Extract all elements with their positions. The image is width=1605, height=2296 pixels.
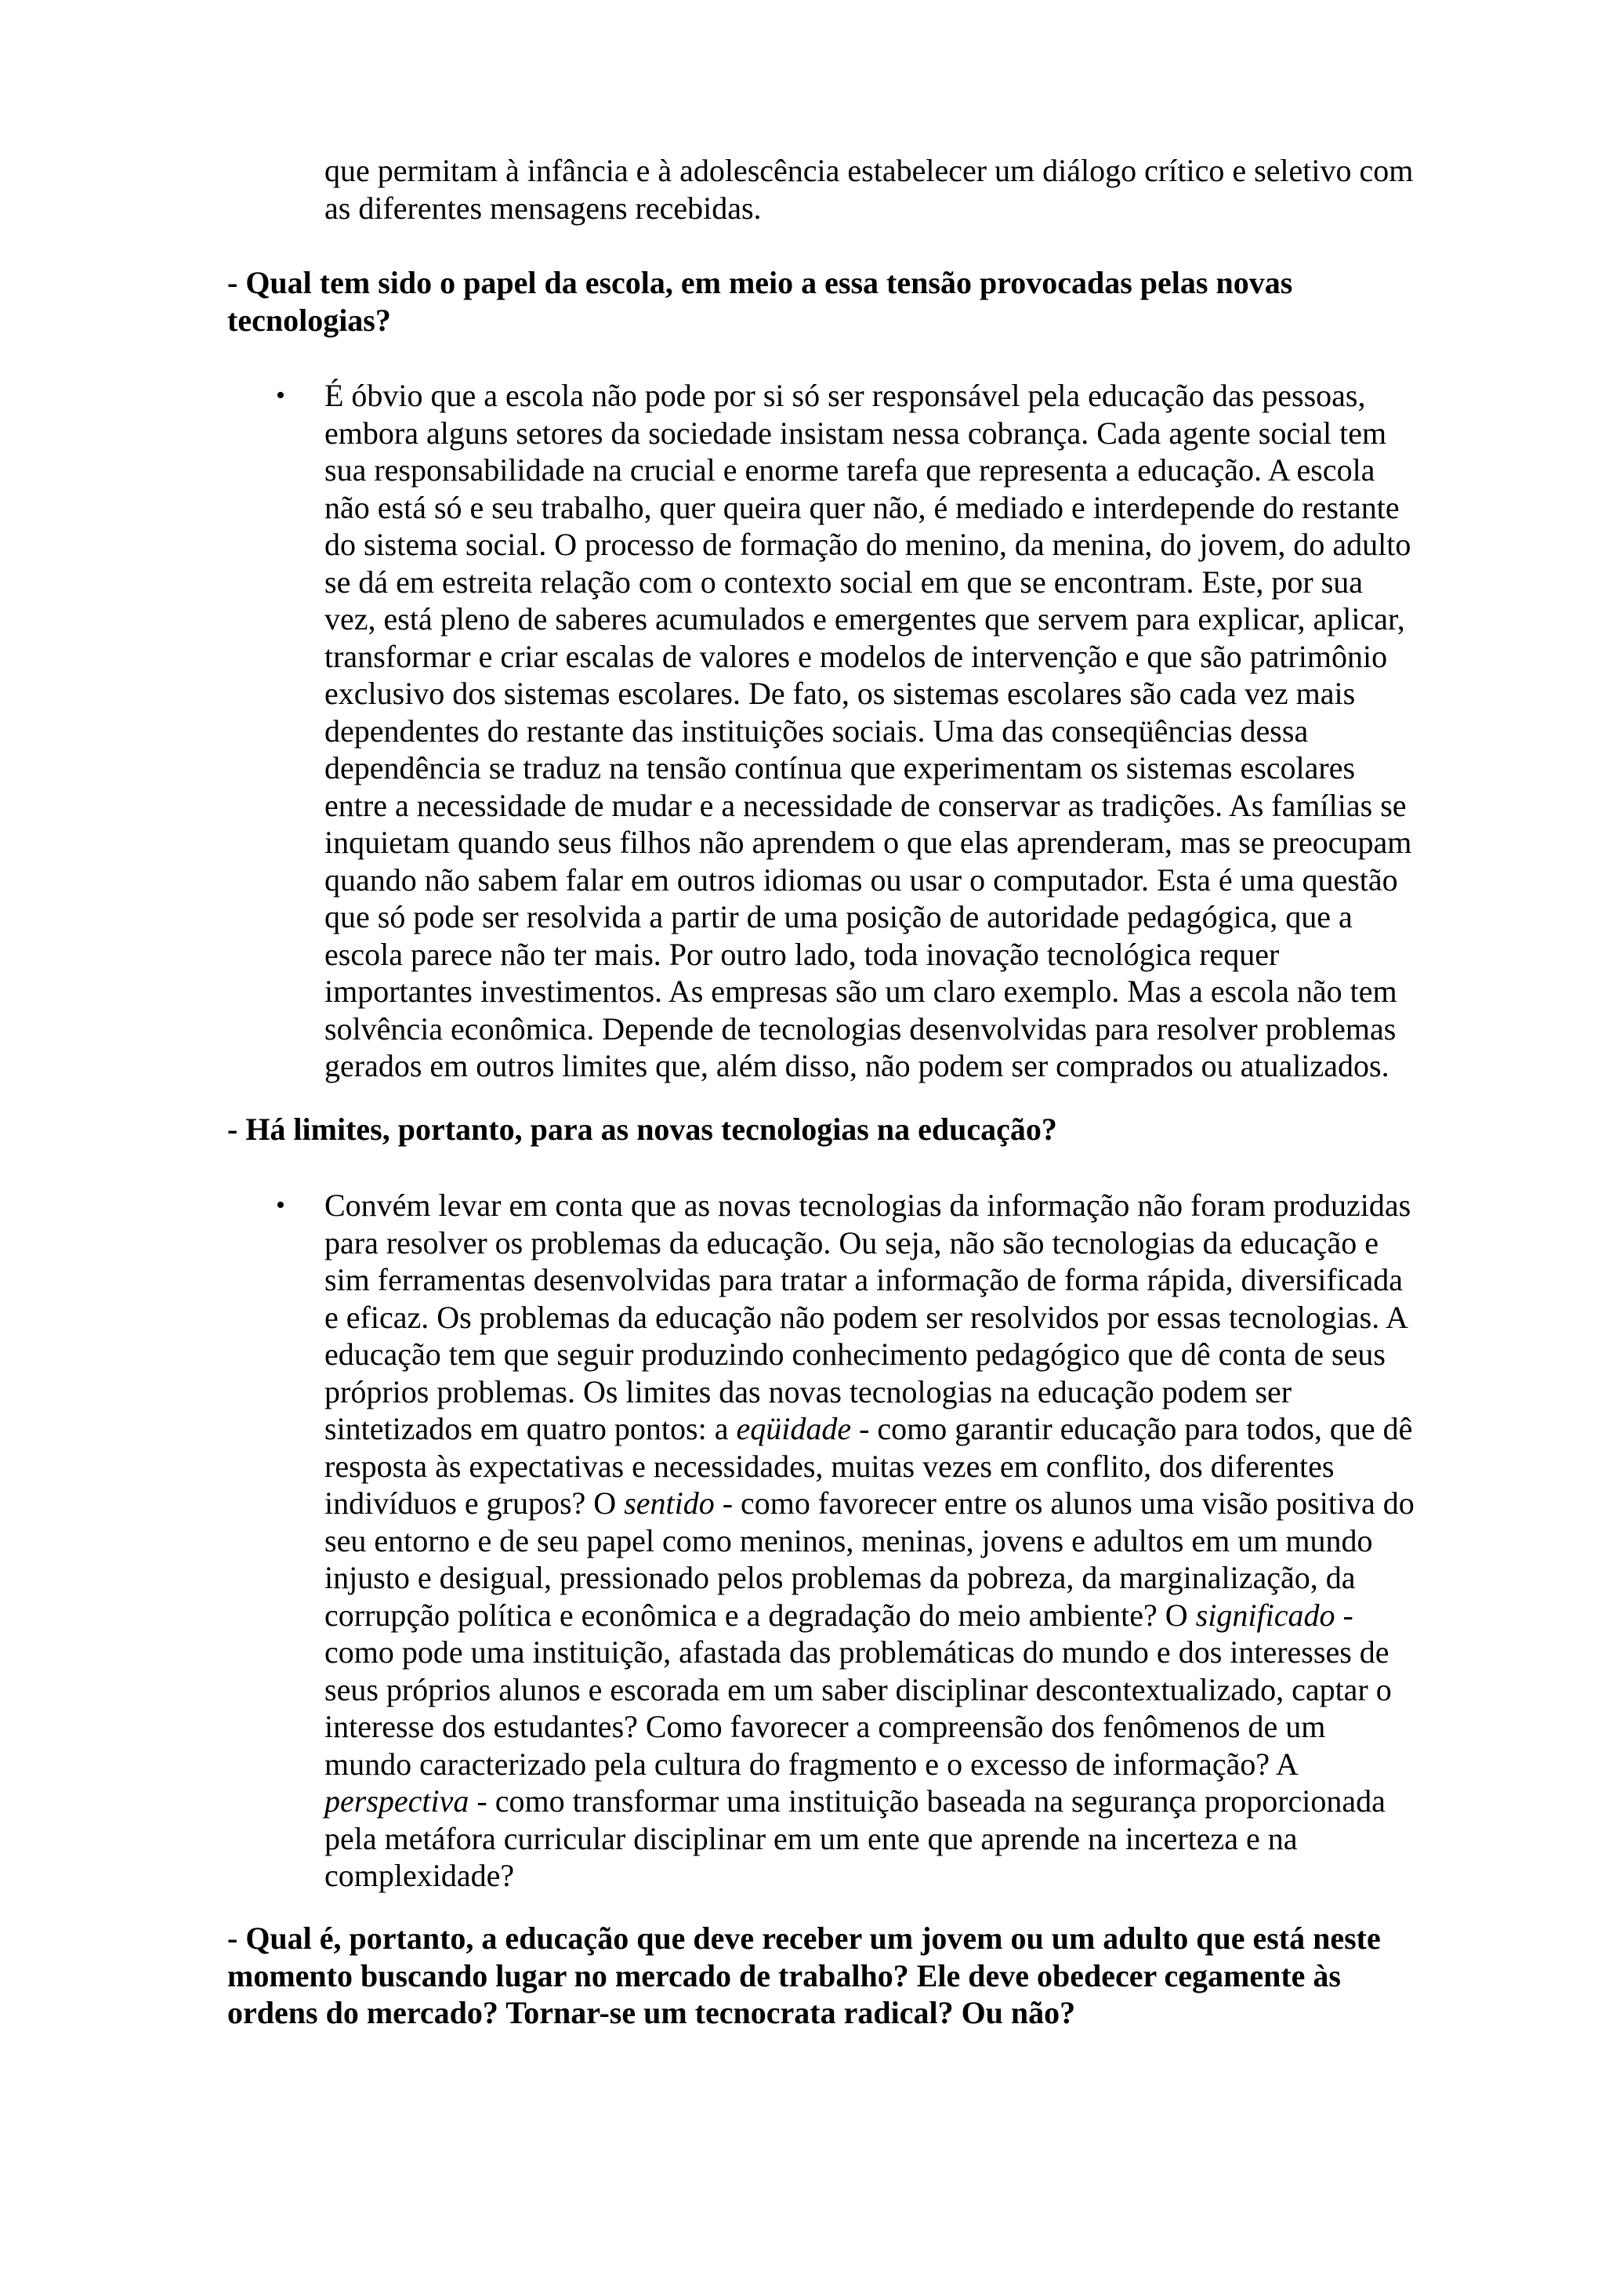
text-line: do sistema social. O processo de formação do menino, da menina, do jovem, do adulto — [324, 527, 1411, 562]
text-line: que permitam à infância e à adolescência estabelecer um diálogo crítico e seletivo com — [324, 153, 1414, 188]
text-line: as diferentes mensagens recebidas. — [324, 190, 762, 226]
text-segment: - — [1335, 1597, 1353, 1633]
text-line: sua responsabilidade na crucial e enorme tarefa que representa a educação. A escola — [324, 452, 1375, 488]
text-line: seus próprios alunos e escorada em um saber disciplinar descontextualizado, captar o — [324, 1671, 1392, 1707]
text-line: pela metáfora curricular disciplinar em um ente que aprende na incerteza e na — [324, 1820, 1298, 1856]
text-segment: - como transformar uma instituição baseada na segurança proporcionada — [469, 1783, 1386, 1819]
text-line: embora alguns setores da sociedade insistam nessa cobrança. Cada agente social tem — [324, 415, 1387, 451]
italic-term-perspectiva: perspectiva — [324, 1783, 469, 1819]
text-line: solvência econômica. Depende de tecnologias desenvolvidas para resolver problemas — [324, 1010, 1397, 1046]
bullet-icon: • — [276, 381, 285, 410]
text-line: mundo caracterizado pela cultura do fragmento e o excesso de informação? A — [324, 1746, 1299, 1782]
heading-line: tecnologias? — [227, 302, 391, 338]
text-line: injusto e desigual, pressionado pelos problemas da pobreza, da marginalização, da — [324, 1560, 1356, 1595]
text-line: transformar e criar escalas de valores e modelos de intervenção e que são patrimônio — [324, 638, 1388, 674]
text-line: sim ferramentas desenvolvidas para tratar a informação de forma rápida, diversificada — [324, 1262, 1404, 1297]
text-line: quando não sabem falar em outros idiomas ou usar o computador. Esta é uma questão — [324, 861, 1398, 898]
text-line: seu entorno e de seu papel como meninos, meninas, jovens e adultos em um mundo — [324, 1522, 1373, 1558]
text-line: gerados em outros limites que, além disso, não podem ser comprados ou atualizados. — [324, 1048, 1389, 1083]
text-line: para resolver os problemas da educação. Ou seja, não são tecnologias da educação e — [324, 1224, 1379, 1260]
text-line: próprios problemas. Os limites das novas tecnologias na educação podem ser — [324, 1373, 1292, 1409]
text-line: que só pode ser resolvida a partir de uma posição de autoridade pedagógica, que a — [324, 899, 1353, 934]
text-line: Convém levar em conta que as novas tecnologias da informação não foram produzidas — [324, 1188, 1411, 1223]
text-line: não está só e seu trabalho, quer queira quer não, é mediado e interdepende do restante — [324, 489, 1400, 525]
text-line: se dá em estreita relação com o contexto social em que se encontram. Este, por sua — [324, 564, 1364, 600]
question-heading-3 — [227, 1920, 1450, 2032]
text-line: importantes investimentos. As empresas são um claro exemplo. Mas a escola não tem — [324, 974, 1397, 1009]
text-line — [324, 1485, 1453, 1522]
italic-term-sentido: sentido — [624, 1485, 715, 1521]
question-heading-1 — [227, 264, 1450, 339]
text-segment: - como garantir educação para todos, que dê — [851, 1411, 1413, 1446]
text-line: e eficaz. Os problemas da educação não podem ser resolvidos por essas tecnologias. A — [324, 1299, 1408, 1335]
answer-paragraph-1 — [324, 377, 1453, 1085]
text-segment: - como favorecer entre os alunos uma visão positiva do — [714, 1485, 1415, 1521]
italic-term-significado: significado — [1195, 1597, 1335, 1633]
text-segment: corrupção política e econômica e a degradação do meio ambiente? O — [324, 1597, 1196, 1633]
text-line — [324, 1410, 1453, 1448]
text-line: dependentes do restante das instituições sociais. Uma das conseqüências dessa — [324, 713, 1309, 749]
heading-line: - Qual é, portanto, a educação que deve receber um jovem ou um adulto que está neste — [227, 1921, 1381, 1956]
italic-term-equidade: eqüidade — [736, 1411, 852, 1446]
text-line: complexidade? — [324, 1858, 515, 1893]
continuation-paragraph — [324, 152, 1453, 227]
text-line: escola parece não ter mais. Por outro lado, toda inovação tecnológica requer — [324, 936, 1280, 972]
bullet-icon: • — [276, 1191, 285, 1220]
heading-line: momento buscando lugar no mercado de trabalho? Ele deve obedecer cegamente às — [227, 1957, 1341, 1993]
question-heading-2 — [227, 1111, 1450, 1148]
heading-line: ordens do mercado? Tornar-se um tecnocrata radical? Ou não? — [227, 1995, 1076, 2030]
text-line: dependência se traduz na tensão contínua que experimentam os sistemas escolares — [324, 750, 1356, 785]
heading-line: - Há limites, portanto, para as novas tecnologias na educação? — [227, 1112, 1057, 1147]
text-segment: sintetizados em quatro pontos: a — [324, 1411, 737, 1446]
text-line: resposta às expectativas e necessidades, muitas vezes em conflito, dos diferentes — [324, 1448, 1335, 1484]
text-line — [324, 1783, 1453, 1820]
text-line: vez, está pleno de saberes acumulados e emergentes que servem para explicar, aplicar, — [324, 601, 1405, 637]
heading-line: - Qual tem sido o papel da escola, em meio a essa tensão provocadas pelas novas — [227, 265, 1293, 300]
text-line: exclusivo dos sistemas escolares. De fato, os sistemas escolares são cada vez mais — [324, 676, 1356, 711]
text-line: interesse dos estudantes? Como favorecer a compreensão dos fenômenos de um — [324, 1709, 1326, 1744]
text-line — [324, 1597, 1453, 1634]
text-line: inquietam quando seus filhos não aprendem o que elas aprenderam, mas se preocupam — [324, 825, 1412, 860]
text-segment: indivíduos e grupos? O — [324, 1485, 625, 1521]
text-line: educação tem que seguir produzindo conhecimento pedagógico que dê conta de seus — [324, 1337, 1386, 1372]
text-line: É óbvio que a escola não pode por si só ser responsável pela educação das pessoas, — [324, 378, 1366, 413]
answer-paragraph-2 — [324, 1187, 1453, 1895]
text-line: como pode uma instituição, afastada das problemáticas do mundo e dos interesses de — [324, 1634, 1389, 1670]
text-line: entre a necessidade de mudar e a necessidade de conservar as tradições. As famílias se — [324, 787, 1407, 823]
